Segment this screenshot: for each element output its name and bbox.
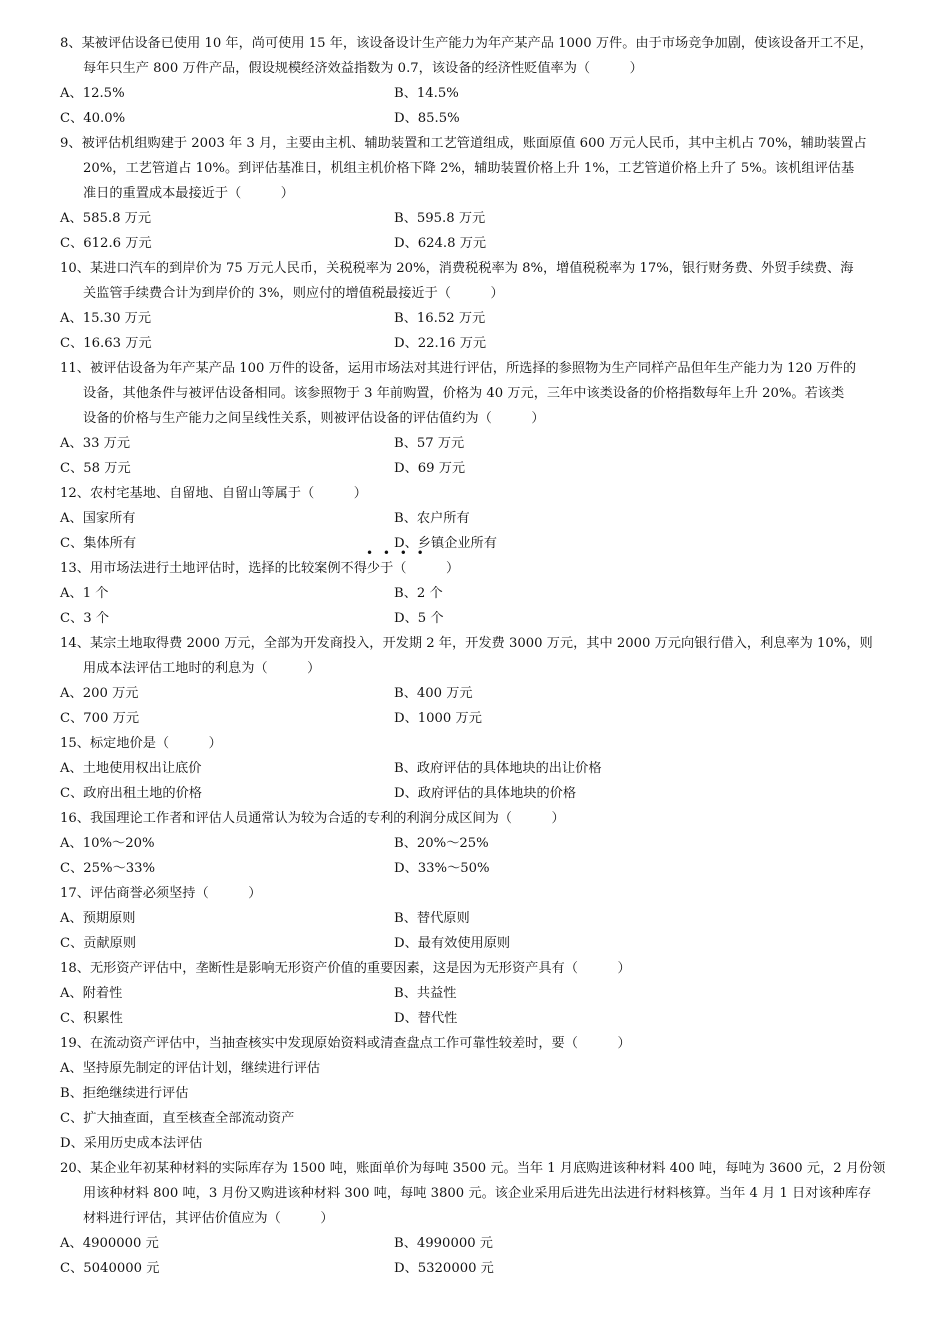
option-b: B、16.52 万元	[394, 311, 486, 326]
question-8-options	[60, 81, 950, 131]
question-17-line-1: 17、评估商誉必须坚持（ ）	[60, 886, 262, 901]
question-12-line-1: 12、农村宅基地、自留地、自留山等属于（ ）	[60, 486, 367, 501]
question-19-options	[60, 1056, 950, 1156]
option-c: C、40.0%	[60, 111, 126, 126]
option-a: A、附着性	[60, 986, 123, 1001]
option-d: D、85.5%	[394, 111, 460, 126]
question-12-options	[60, 506, 950, 556]
option-d: D、采用历史成本法评估	[60, 1136, 203, 1151]
question-12	[60, 481, 908, 506]
question-10-line-1: 10、某进口汽车的到岸价为 75 万元人民币，关税税率为 20%，消费税税率为 8%，增值税税率为 17%，银行财务费、外贸手续费、海	[60, 261, 854, 276]
option-d: D、政府评估的具体地块的价格	[394, 786, 577, 801]
option-c: C、3 个	[60, 611, 110, 626]
option-c: C、612.6 万元	[60, 236, 152, 251]
option-d: D、624.8 万元	[394, 236, 487, 251]
option-d: D、5 个	[394, 611, 444, 626]
emphasis-dots: • • • •	[366, 546, 427, 560]
option-c: C、积累性	[60, 1011, 123, 1026]
option-c: C、58 万元	[60, 461, 131, 476]
question-19-line-1: 19、在流动资产评估中，当抽查核实中发现原始资料或清查盘点工作可靠性较差时，要（ ）	[60, 1036, 631, 1051]
option-b: B、14.5%	[394, 86, 459, 101]
option-a: A、坚持原先制定的评估计划，继续进行评估	[60, 1061, 321, 1076]
option-b: B、2 个	[394, 586, 443, 601]
option-a: A、10%～20%	[60, 836, 155, 851]
option-a: A、预期原则	[60, 911, 136, 926]
option-a: A、1 个	[60, 586, 109, 601]
question-20	[60, 1156, 908, 1231]
question-15	[60, 731, 908, 756]
option-b: B、替代原则	[394, 911, 470, 926]
option-b: B、20%～25%	[394, 836, 489, 851]
option-c: C、贡献原则	[60, 936, 137, 951]
question-8-line-2: 每年只生产 800 万件产品，假设规模经济效益指数为 0.7，该设备的经济性贬值率为（ ）	[83, 61, 643, 76]
question-9-line-3: 准日的重置成本最接近于（ ）	[83, 186, 294, 201]
option-b: B、共益性	[394, 986, 457, 1001]
question-10-options	[60, 306, 950, 356]
question-13-options	[60, 581, 950, 631]
option-d: D、5320000 元	[394, 1261, 494, 1276]
option-b: B、57 万元	[394, 436, 465, 451]
question-18-options	[60, 981, 950, 1031]
question-13	[60, 546, 908, 581]
option-a: A、4900000 元	[60, 1236, 159, 1251]
question-10	[60, 256, 908, 306]
option-d: D、替代性	[394, 1011, 458, 1026]
question-20-options	[60, 1231, 950, 1281]
question-20-line-3: 材料进行评估，其评估价值应为（ ）	[83, 1211, 334, 1226]
question-17-options	[60, 906, 950, 956]
question-14	[60, 631, 908, 681]
question-11-line-1: 11、被评估设备为年产某产品 100 万件的设备，运用市场法对其进行评估，所选择的参照物为生产同样产品但年生产能力为 120 万件的	[60, 361, 857, 376]
option-a: A、土地使用权出让底价	[60, 761, 202, 776]
option-b: B、4990000 元	[394, 1236, 493, 1251]
question-16-line-1: 16、我国理论工作者和评估人员通常认为较为合适的专利的利润分成区间为（ ）	[60, 811, 565, 826]
question-14-options	[60, 681, 950, 731]
option-c: C、集体所有	[60, 536, 137, 551]
option-d: D、33%～50%	[394, 861, 490, 876]
option-d: D、乡镇企业所有	[394, 536, 497, 551]
question-20-line-2: 用该种材料 800 吨，3 月份又购进该种材料 300 吨，每吨 3800 元。该企业采用后进先出法进行材料核算。当年 4 月 1 日对该种库存	[83, 1186, 872, 1201]
question-14-line-2: 用成本法评估工地时的利息为（ ）	[83, 661, 321, 676]
option-d: D、69 万元	[394, 461, 466, 476]
option-d: D、1000 万元	[394, 711, 482, 726]
question-8-line-1: 8、某被评估设备已使用 10 年，尚可使用 15 年，该设备设计生产能力为年产某产品 1000 万件。由于市场竞争加剧，使该设备开工不足，	[60, 36, 873, 51]
option-d: D、22.16 万元	[394, 336, 487, 351]
question-9-line-1: 9、被评估机组购建于 2003 年 3 月，主要由主机、辅助装置和工艺管道组成，账面原值 600 万元人民币，其中主机占 70%，辅助装置占	[60, 136, 867, 151]
option-a: A、15.30 万元	[60, 311, 152, 326]
question-9-line-2: 20%，工艺管道占 10%。到评估基准日，机组主机价格下降 2%，辅助装置价格上升 1%，工艺管道价格上升了 5%。该机组评估基	[83, 161, 855, 176]
question-20-line-1: 20、某企业年初某种材料的实际库存为 1500 吨，账面单价为每吨 3500 元。当年 1 月底购进该种材料 400 吨，每吨为 3600 元，2 月份领	[60, 1161, 886, 1176]
question-13-text: 13、用市场法进行土地评估时，选择的比较案例不得少于（ ）	[60, 561, 460, 576]
option-b: B、595.8 万元	[394, 211, 486, 226]
option-c: C、政府出租土地的价格	[60, 786, 202, 801]
option-a: A、国家所有	[60, 511, 136, 526]
option-c: C、5040000 元	[60, 1261, 160, 1276]
option-a: A、12.5%	[60, 86, 125, 101]
question-15-options	[60, 756, 950, 806]
question-14-line-1: 14、某宗土地取得费 2000 万元，全部为开发商投入，开发期 2 年，开发费 3000 万元，其中 2000 万元向银行借入，利息率为 10%，则	[60, 636, 873, 651]
question-17	[60, 881, 908, 906]
question-15-line-1: 15、标定地价是（ ）	[60, 736, 222, 751]
question-10-line-2: 关监管手续费合计为到岸价的 3%，则应付的增值税最接近于（ ）	[83, 286, 504, 301]
question-18-line-1: 18、无形资产评估中，垄断性是影响无形资产价值的重要因素，这是因为无形资产具有（ ）	[60, 961, 631, 976]
question-9	[60, 131, 908, 206]
option-b: B、拒绝继续进行评估	[60, 1086, 189, 1101]
question-8	[60, 31, 908, 81]
option-a: A、33 万元	[60, 436, 131, 451]
question-11-line-3: 设备的价格与生产能力之间呈线性关系，则被评估设备的评估值约为（ ）	[83, 411, 545, 426]
option-c: C、16.63 万元	[60, 336, 152, 351]
question-9-options	[60, 206, 950, 256]
question-16-options	[60, 831, 950, 881]
option-c: C、扩大抽查面，直至核查全部流动资产	[60, 1111, 295, 1126]
option-d: D、最有效使用原则	[394, 936, 511, 951]
option-b: B、400 万元	[394, 686, 473, 701]
option-c: C、700 万元	[60, 711, 140, 726]
question-13-line-1	[60, 546, 908, 581]
question-18	[60, 956, 908, 981]
question-11	[60, 356, 908, 431]
option-b: B、农户所有	[394, 511, 470, 526]
option-a: A、585.8 万元	[60, 211, 152, 226]
option-b: B、政府评估的具体地块的出让价格	[394, 761, 602, 776]
question-11-options	[60, 431, 950, 481]
exam-sheet	[0, 31, 950, 1281]
question-16	[60, 806, 908, 831]
option-a: A、200 万元	[60, 686, 139, 701]
option-c: C、25%～33%	[60, 861, 156, 876]
question-11-line-2: 设备，其他条件与被评估设备相同。该参照物于 3 年前购置，价格为 40 万元，三年中该类设备的价格指数每年上升 20%。若该类	[83, 386, 845, 401]
question-19	[60, 1031, 908, 1056]
